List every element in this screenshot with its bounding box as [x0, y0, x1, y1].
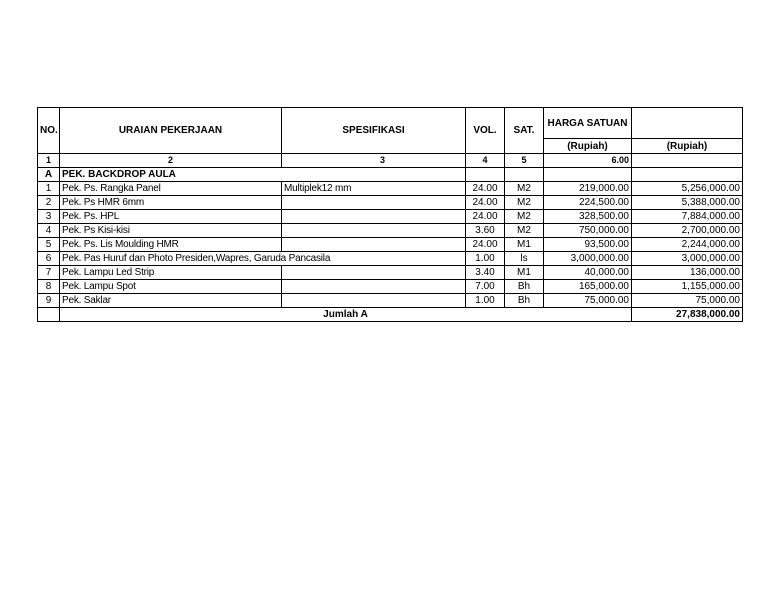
- row-spesifikasi: [282, 266, 466, 280]
- header-spesifikasi: SPESIFIKASI: [282, 108, 466, 154]
- row-spesifikasi: [282, 210, 466, 224]
- row-vol: 1.00: [466, 294, 505, 308]
- column-number: 3: [282, 154, 466, 168]
- row-harga: 3,000,000.00: [544, 252, 632, 266]
- row-spesifikasi: [282, 224, 466, 238]
- row-no: 5: [38, 238, 60, 252]
- row-sat: M1: [505, 266, 544, 280]
- column-number: 2: [60, 154, 282, 168]
- row-spesifikasi: [282, 238, 466, 252]
- row-uraian: Pek. Pas Huruf dan Photo Presiden,Wapres, Garuda Pancasila: [60, 252, 282, 266]
- row-harga: 165,000.00: [544, 280, 632, 294]
- column-number: 4: [466, 154, 505, 168]
- row-jumlah: 5,256,000.00: [632, 182, 743, 196]
- row-sat: M2: [505, 196, 544, 210]
- row-spesifikasi: [282, 196, 466, 210]
- row-no: 6: [38, 252, 60, 266]
- row-no: 2: [38, 196, 60, 210]
- section-code: A: [38, 168, 60, 182]
- total-label: Jumlah A: [60, 308, 632, 322]
- row-sat: Bh: [505, 280, 544, 294]
- row-sat: M1: [505, 238, 544, 252]
- row-uraian: Pek. Ps. Rangka Panel: [60, 182, 282, 196]
- row-no: 3: [38, 210, 60, 224]
- column-number: 5: [505, 154, 544, 168]
- row-no: 4: [38, 224, 60, 238]
- column-number: [632, 154, 743, 168]
- row-jumlah: 7,884,000.00: [632, 210, 743, 224]
- row-harga: 40,000.00: [544, 266, 632, 280]
- row-harga: 328,500.00: [544, 210, 632, 224]
- header-sat: SAT.: [505, 108, 544, 154]
- row-harga: 75,000.00: [544, 294, 632, 308]
- row-no: 9: [38, 294, 60, 308]
- row-no: 1: [38, 182, 60, 196]
- header-rupiah-unit: (Rupiah): [544, 139, 632, 154]
- section-row: [38, 168, 743, 182]
- total-value: 27,838,000.00: [632, 308, 743, 322]
- row-vol: 3.60: [466, 224, 505, 238]
- row-vol: 3.40: [466, 266, 505, 280]
- row-jumlah: 3,000,000.00: [632, 252, 743, 266]
- row-jumlah: 2,244,000.00: [632, 238, 743, 252]
- table-row: [38, 280, 743, 294]
- table-row: [38, 224, 743, 238]
- row-jumlah: 136,000.00: [632, 266, 743, 280]
- table-row: [38, 182, 743, 196]
- row-jumlah: 75,000.00: [632, 294, 743, 308]
- row-uraian: Pek. Ps. Lis Moulding HMR: [60, 238, 282, 252]
- row-uraian: Pek. Saklar: [60, 294, 282, 308]
- header-vol: VOL.: [466, 108, 505, 154]
- total-row: [38, 308, 743, 322]
- row-uraian: Pek. Ps. HPL: [60, 210, 282, 224]
- row-uraian: Pek. Lampu Led Strip: [60, 266, 282, 280]
- section-title: PEK. BACKDROP AULA: [60, 168, 282, 182]
- table-row: [38, 252, 743, 266]
- boq-table: [37, 107, 743, 322]
- row-sat: M2: [505, 182, 544, 196]
- row-vol: 24.00: [466, 238, 505, 252]
- row-harga: 750,000.00: [544, 224, 632, 238]
- row-vol: 24.00: [466, 210, 505, 224]
- table-row: [38, 294, 743, 308]
- row-spesifikasi: [282, 280, 466, 294]
- row-vol: 1.00: [466, 252, 505, 266]
- table-row: [38, 266, 743, 280]
- row-harga: 219,000.00: [544, 182, 632, 196]
- row-spesifikasi: [282, 294, 466, 308]
- row-harga: 93,500.00: [544, 238, 632, 252]
- row-jumlah: 2,700,000.00: [632, 224, 743, 238]
- header-jumlah-empty: [632, 108, 743, 139]
- row-harga: 224,500.00: [544, 196, 632, 210]
- row-spesifikasi: Multiplek12 mm: [282, 182, 466, 196]
- row-sat: M2: [505, 224, 544, 238]
- row-jumlah: 5,388,000.00: [632, 196, 743, 210]
- table-row: [38, 210, 743, 224]
- table-row: [38, 238, 743, 252]
- row-vol: 7.00: [466, 280, 505, 294]
- row-jumlah: 1,155,000.00: [632, 280, 743, 294]
- row-no: 7: [38, 266, 60, 280]
- header-uraian: URAIAN PEKERJAAN: [60, 108, 282, 154]
- row-sat: Bh: [505, 294, 544, 308]
- row-vol: 24.00: [466, 196, 505, 210]
- header-no: NO.: [38, 108, 60, 154]
- row-sat: M2: [505, 210, 544, 224]
- header-harga-satuan: HARGA SATUAN: [544, 108, 632, 139]
- row-no: 8: [38, 280, 60, 294]
- column-number-row: [38, 154, 743, 168]
- row-uraian: Pek. Lampu Spot: [60, 280, 282, 294]
- column-number: 6.00: [544, 154, 632, 168]
- row-uraian: Pek. Ps HMR 6mm: [60, 196, 282, 210]
- table-row: [38, 196, 743, 210]
- column-number: 1: [38, 154, 60, 168]
- row-uraian: Pek. Ps Kisi-kisi: [60, 224, 282, 238]
- row-sat: ls: [505, 252, 544, 266]
- row-vol: 24.00: [466, 182, 505, 196]
- header-rupiah-total: (Rupiah): [632, 139, 743, 154]
